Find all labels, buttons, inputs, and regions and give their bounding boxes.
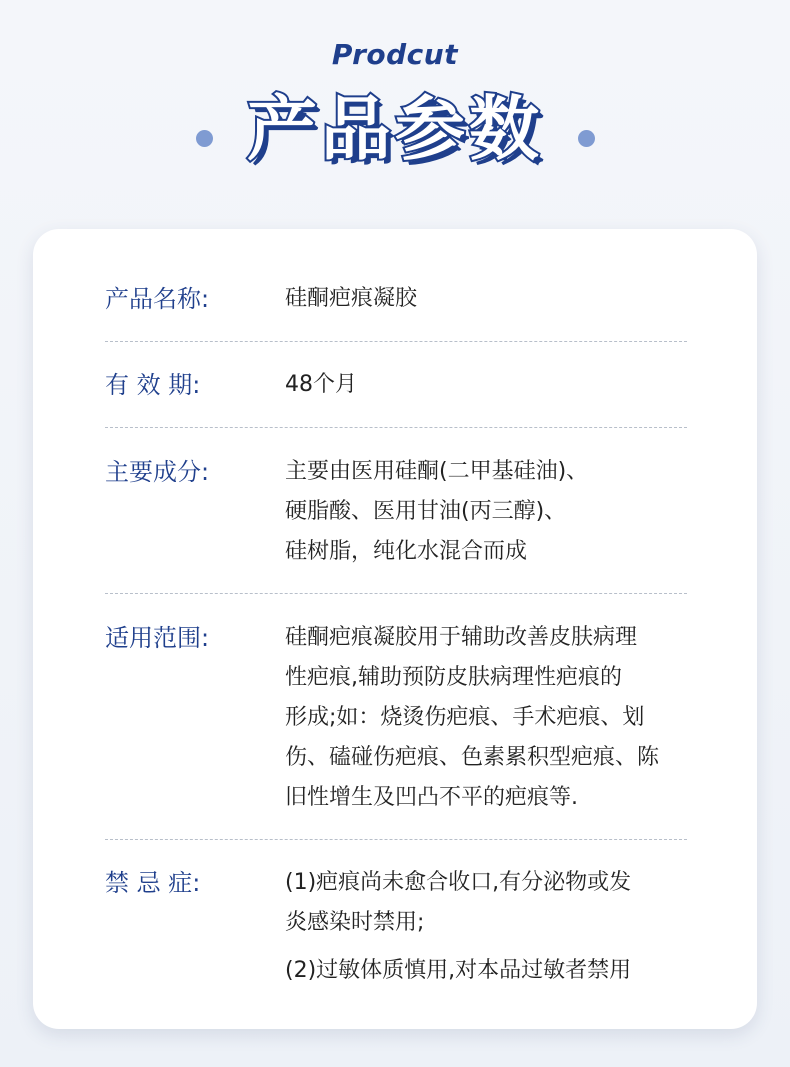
param-value-line: 主要由医用硅酮(二甲基硅油)、 (285, 459, 589, 484)
param-label: 禁 忌 症: (105, 869, 201, 897)
param-value (285, 365, 695, 405)
header (0, 0, 790, 220)
param-value-line: (2)过敏体质慎用,对本品过敏者禁用 (285, 958, 632, 983)
parameters-card (33, 229, 757, 1029)
param-label: 有 效 期: (105, 371, 201, 399)
param-value-line: 炎感染时禁用; (285, 910, 425, 935)
param-value-line: 性疤痕,辅助预防皮肤病理性疤痕的 (285, 665, 622, 690)
param-value-line: 形成;如：烧烫伤疤痕、手术疤痕、划 (285, 705, 645, 730)
page-title: 产品参数 (247, 88, 543, 170)
row-divider (105, 839, 687, 840)
param-label: 产品名称: (105, 285, 210, 313)
param-value-line: 旧性增生及凹凸不平的疤痕等. (285, 785, 578, 810)
param-value (285, 452, 695, 572)
param-value-line: 硅树脂，纯化水混合而成 (285, 539, 528, 564)
param-value (285, 863, 695, 991)
header-subtitle: Prodcut (331, 38, 459, 71)
param-value-line: 48个月 (285, 372, 357, 397)
param-value-line: (1)疤痕尚未愈合收口,有分泌物或发 (285, 870, 632, 895)
param-value-line: 硬脂酸、医用甘油(丙三醇)、 (285, 499, 567, 524)
param-value (285, 279, 695, 319)
row-divider (105, 427, 687, 428)
param-value-line: 硅酮疤痕凝胶用于辅助改善皮肤病理 (285, 625, 638, 650)
decorative-dot-right (578, 130, 595, 147)
param-value (285, 618, 695, 818)
row-divider (105, 341, 687, 342)
param-label: 主要成分: (105, 458, 210, 486)
param-label: 适用范围: (105, 624, 210, 652)
param-value-line: 伤、磕碰伤疤痕、色素累积型疤痕、陈 (285, 745, 660, 770)
row-divider (105, 593, 687, 594)
param-value-line: 硅酮疤痕凝胶 (285, 286, 418, 311)
